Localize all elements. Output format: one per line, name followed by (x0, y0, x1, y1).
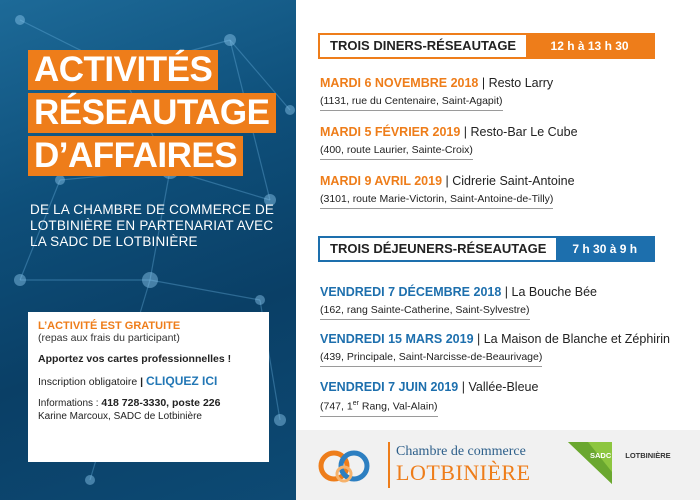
breakfast-event-2: VENDREDI 15 MARS 2019 | La Maison de Blanche et Zéphirin (439, Principale, Saint-Narcisse-de-Beaurivage) (320, 331, 660, 367)
dinner-event-2: MARDI 5 FÉVRIER 2019 | Resto-Bar Le Cube (400, route Laurier, Sainte-Croix) (320, 124, 660, 160)
event-venue: La Maison de Blanche et Zéphirin (483, 332, 670, 346)
logo-divider (388, 442, 390, 488)
contact-phone: 418 728-3330, poste 226 (101, 397, 221, 409)
free-activity-label: L’ACTIVITÉ EST GRATUITE (38, 320, 181, 332)
contact-info (38, 397, 259, 423)
event-date: VENDREDI 7 JUIN 2019 (320, 380, 459, 394)
dinners-time: 12 h à 13 h 30 (526, 35, 653, 57)
event-address: (3101, route Marie-Victorin, Saint-Antoine-de-Tilly) (320, 192, 553, 209)
chamber-name-line-1: Chambre de commerce (396, 444, 526, 459)
sadc-logo-icon (568, 442, 628, 484)
inscription-label: Inscription obligatoire (38, 376, 138, 388)
event-venue: Resto-Bar Le Cube (470, 125, 578, 139)
dinners-title: TROIS DINERS-RÉSEAUTAGE (320, 35, 526, 57)
dinner-event-3: MARDI 9 AVRIL 2019 | Cidrerie Saint-Antoine (3101, route Marie-Victorin, Saint-Antoine-de-Tilly) (320, 173, 660, 209)
click-here-link[interactable]: CLIQUEZ ICI (146, 374, 218, 388)
event-address: (439, Principale, Saint-Narcisse-de-Beaurivage) (320, 350, 542, 367)
breakfasts-time: 7 h 30 à 9 h (556, 238, 653, 260)
business-cards-note: Apportez vos cartes professionnelles ! (38, 353, 232, 365)
chamber-name-line-2: LOTBINIÈRE (396, 460, 531, 485)
breakfasts-title: TROIS DÉJEUNERS-RÉSEAUTAGE (320, 238, 556, 260)
event-venue: Vallée-Bleue (468, 380, 539, 394)
event-date: MARDI 5 FÉVRIER 2019 (320, 125, 461, 139)
event-address: (747, 1er Rang, Val-Alain) (320, 396, 438, 417)
event-address: (400, route Laurier, Sainte-Croix) (320, 143, 473, 160)
event-date: MARDI 6 NOVEMBRE 2018 (320, 76, 479, 90)
inscription-separator: | (140, 376, 144, 388)
left-panel (0, 0, 296, 500)
breakfast-event-3: VENDREDI 7 JUIN 2019 | Vallée-Bleue (747, 1er Rang, Val-Alain) (320, 379, 660, 417)
breakfast-event-1: VENDREDI 7 DÉCEMBRE 2018 | La Bouche Bée (162, rang Sainte-Catherine, Saint-Sylvestre) (320, 284, 660, 320)
event-date: MARDI 9 AVRIL 2019 (320, 174, 443, 188)
subtitle-line-1: DE LA CHAMBRE DE COMMERCE DE (30, 202, 275, 217)
inscription-row (38, 374, 259, 388)
event-address: (162, rang Sainte-Catherine, Saint-Sylvestre) (320, 303, 530, 320)
headline-line-2: RÉSEAUTAGE (28, 93, 276, 133)
event-date: VENDREDI 15 MARS 2019 (320, 332, 474, 346)
subtitle (30, 202, 280, 250)
info-box (28, 312, 269, 462)
breakfasts-header (318, 236, 655, 262)
subtitle-line-3: LA SADC DE LOTBINIÈRE (30, 234, 198, 249)
headline-line-3: D’AFFAIRES (28, 136, 243, 176)
event-date: VENDREDI 7 DÉCEMBRE 2018 (320, 285, 502, 299)
meal-note: (repas aux frais du participant) (38, 332, 180, 344)
event-venue: La Bouche Bée (511, 285, 598, 299)
event-venue: Resto Larry (488, 76, 554, 90)
chamber-logo-icon (316, 446, 382, 486)
subtitle-line-2: LOTBINIÈRE EN PARTENARIAT AVEC (30, 218, 274, 233)
footer (296, 430, 700, 500)
contact-label: Informations : (38, 398, 99, 409)
sadc-label: SADC (590, 451, 612, 460)
contact-name: Karine Marcoux, SADC de Lotbinière (38, 411, 202, 422)
event-venue: Cidrerie Saint-Antoine (452, 174, 575, 188)
headline (28, 50, 288, 179)
dinners-header (318, 33, 655, 59)
headline-line-1: ACTIVITÉS (28, 50, 218, 90)
event-address: (1131, rue du Centenaire, Saint-Agapit) (320, 94, 503, 111)
sadc-name: LOTBINIÈRE (625, 451, 671, 460)
dinner-event-1: MARDI 6 NOVEMBRE 2018 | Resto Larry (1131, rue du Centenaire, Saint-Agapit) (320, 75, 660, 111)
sadc-wordmark (590, 451, 671, 460)
